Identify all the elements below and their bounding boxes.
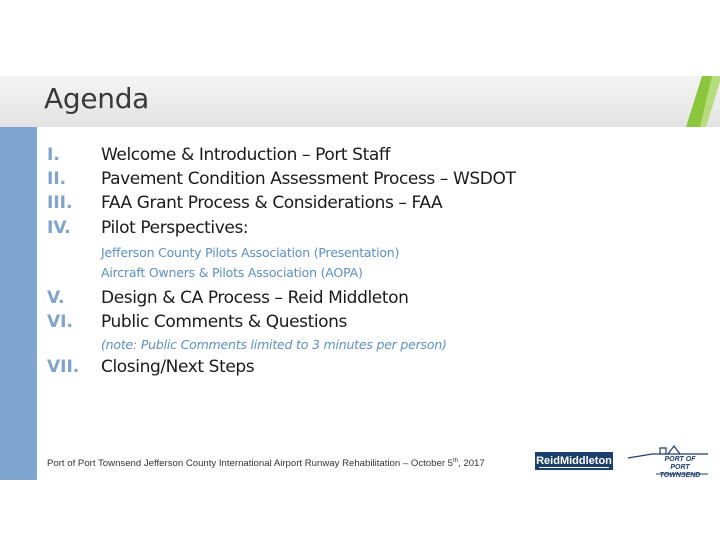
- agenda-note: (note: Public Comments limited to 3 minutes per person): [101, 337, 447, 352]
- agenda-item: [47, 143, 390, 167]
- reid-middleton-logo: [535, 452, 613, 470]
- port-townsend-logo-text: [652, 456, 708, 480]
- agenda-item: [47, 167, 515, 191]
- agenda-item: [47, 355, 254, 379]
- agenda-item-number: II.: [47, 169, 67, 189]
- agenda-item-text: FAA Grant Process & Considerations – FAA: [101, 193, 443, 213]
- agenda-item: [47, 191, 442, 215]
- reid-middleton-logo-text: ReidMiddleton: [536, 455, 612, 467]
- agenda-item-text: Welcome & Introduction – Port Staff: [101, 145, 391, 165]
- port-logo-line1: PORT OF: [664, 456, 696, 463]
- footer-year: , 2017: [458, 458, 485, 470]
- agenda-sub-item: Jefferson County Pilots Association (Presentation): [101, 245, 400, 260]
- agenda-item-text: Design & CA Process – Reid Middleton: [101, 288, 409, 308]
- page-title: Agenda: [44, 82, 150, 115]
- agenda-item: [47, 310, 347, 334]
- port-logo-line2: PORT TOWNSEND: [659, 464, 701, 479]
- agenda-item: [47, 216, 248, 240]
- agenda-item-number: VII.: [47, 357, 80, 377]
- agenda-item-number: IV.: [47, 218, 71, 238]
- agenda-item-number: VI.: [47, 312, 73, 332]
- agenda-item: [47, 286, 408, 310]
- agenda-item-text: Public Comments & Questions: [101, 312, 348, 332]
- agenda-item-text: Closing/Next Steps: [101, 357, 255, 377]
- agenda-item-number: I.: [47, 145, 60, 165]
- agenda-item-number: III.: [47, 193, 73, 213]
- agenda-sub-item: Aircraft Owners & Pilots Association (AOPA): [101, 265, 363, 280]
- agenda-item-number: V.: [47, 288, 65, 308]
- footer-main: Port of Port Townsend Jefferson County International Airport Runway Rehabilitation – October 5: [47, 458, 454, 470]
- footer-superscript: th: [453, 458, 459, 464]
- footer-text: [47, 458, 485, 469]
- agenda-item-text: Pavement Condition Assessment Process – WSDOT: [101, 169, 516, 189]
- agenda-item-text: Pilot Perspectives:: [101, 218, 249, 238]
